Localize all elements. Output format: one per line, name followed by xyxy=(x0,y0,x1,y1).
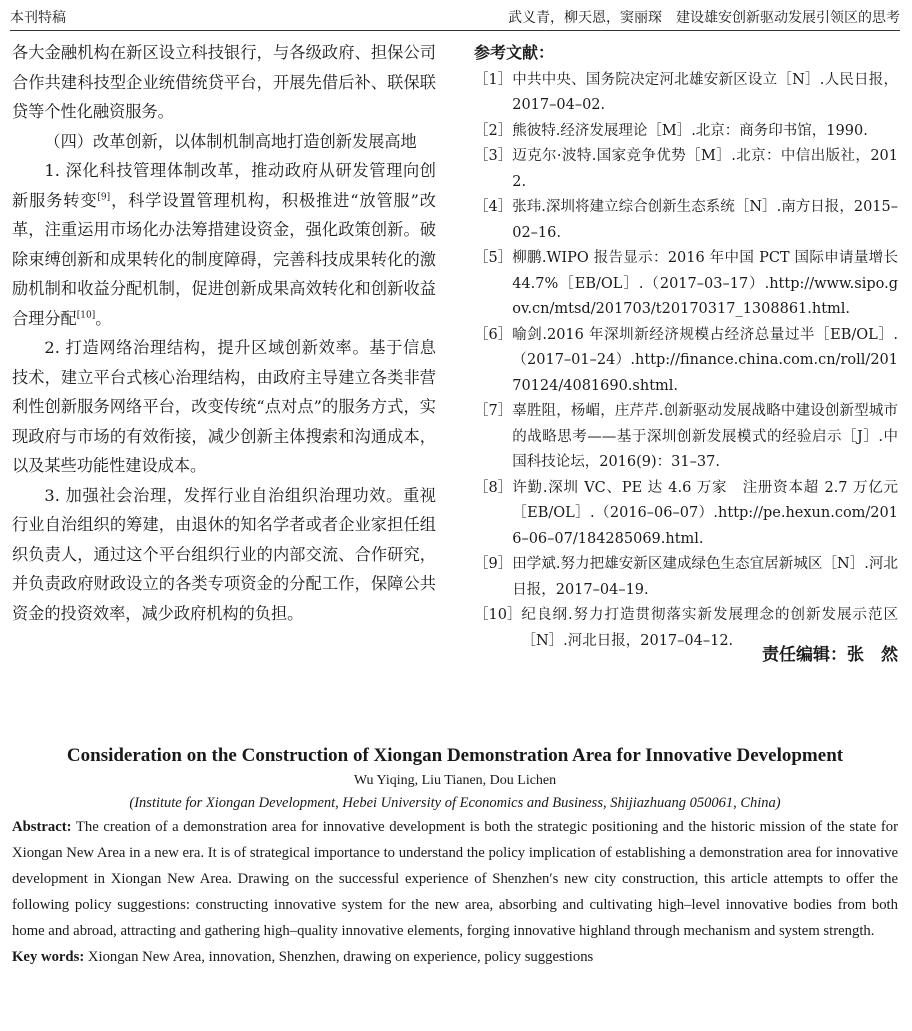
english-authors: Wu Yiqing, Liu Tianen, Dou Lichen xyxy=(353,773,557,788)
reference-item xyxy=(474,476,898,553)
paragraph-item-3: 3. 加强社会治理，发挥行业自治组织治理功效。重视行业自治组织的筹建，由退休的知名学者或者企业家担任组织负责人，通过这个平台组织行业的内部交流、合作研究，并负责政府财政设立的各类专项资金的分配工作，保障公共资金的投资效率，减少政府机构的负担。 xyxy=(12,485,436,623)
reference-item xyxy=(474,144,898,195)
reference-text: 纪良纲.努力打造贯彻落实新发展理念的创新发展示范区［N］.河北日报，2017–04–12. xyxy=(521,607,898,649)
item-1-text: 1. 深化科技管理体制改革，推动政府从研发管理向创新服务转变 xyxy=(12,161,436,210)
reference-text: 田学斌.努力把雄安新区建成绿色生态宜居新城区［N］.河北日报，2017–04–19. xyxy=(512,556,898,598)
running-header xyxy=(10,4,900,31)
reference-number: ［8］ xyxy=(474,479,513,496)
reference-number: ［5］ xyxy=(474,250,513,266)
item-1-text-2: ，科学设置管理机构，积极推进“放管服”改革，注重运用市场化办法筹措建设资金，强化政策创新。破除束缚创新和成果转化的制度障碍，完善科技成果转化的激励机制和收益分配机制，促进创新成果高效转化和创新收益合理分配 xyxy=(12,190,436,328)
item-1-end: 。 xyxy=(95,308,112,328)
responsible-editor: 责任编辑：张 然 xyxy=(762,645,898,665)
abstract-label: Abstract: xyxy=(12,819,72,835)
english-affiliation: (Institute for Xiongan Development, Hebei University of Economics and Business, Shijiazhuang 050061, China) xyxy=(129,795,781,811)
journal-section-label: 本刊特稿 xyxy=(10,10,66,26)
reference-number: ［4］ xyxy=(474,199,513,215)
paragraph-intro: 各大金融机构在新区设立科技银行，与各级政府、担保公司合作共建科技型企业统借统贷平台，开展先借后补、联保联贷等个性化融资服务。 xyxy=(12,43,436,121)
article-running-title: 武义青，柳天恩，窦丽琛 建设雄安创新驱动发展引领区的思考 xyxy=(508,10,900,26)
keywords-text: Xiongan New Area, innovation, Shenzhen, drawing on experience, policy suggestions xyxy=(84,949,594,965)
reference-text: 迈克尔·波特.国家竞争优势［M］.北京：中信出版社，2012. xyxy=(512,148,898,190)
citation-10: [10] xyxy=(76,310,96,321)
reference-text: 柳鹏.WIPO 报告显示：2016 年中国 PCT 国际申请量增长 44.7%［EB/OL］.（2017–03–17）.http://www.sipo.gov.cn/mtsd/201703/t20170317_1308861.html. xyxy=(512,250,898,317)
paragraph-item-1 xyxy=(12,156,436,333)
english-keywords xyxy=(12,944,898,970)
reference-item xyxy=(474,323,898,400)
reference-item xyxy=(474,119,898,145)
reference-text: 喻剑.2016 年深圳新经济规模占经济总量过半［EB/OL］.（2017–01–24）.http://finance.china.com.cn/roll/20170124/4081690.shtml. xyxy=(512,326,898,394)
reference-number: ［1］ xyxy=(474,71,513,88)
reference-text: 辜胜阻，杨嵋，庄芹芹.创新驱动发展战略中建设创新型城市的战略思考——基于深圳创新发展模式的经验启示［J］.中国科技论坛，2016(9)：31–37. xyxy=(512,403,898,470)
abstract-text: The creation of a demonstration area for innovative development is both the strategic positioning and the historic mission of the state for Xiongan New Area in a new era. It is of strategical importance to understand the policy implication of establishing a demonstration area for innovative development in Xiongan New Area. Drawing on the successful experience of Shenzhen′s new city construction, this article attempts to offer the following policy suggestions: constructing innovative system for the new area, absorbing and cultivating high–level innovative bodies from both home and abroad, attracting and gathering high–quality innovative elements, forging innovative highland through mechanism and system strength. xyxy=(12,819,898,939)
reference-number: ［6］ xyxy=(474,326,513,343)
reference-text: 中共中央、国务院决定河北雄安新区设立［N］.人民日报，2017–04–02. xyxy=(512,71,898,113)
reference-item xyxy=(474,246,898,323)
english-abstract xyxy=(12,814,898,944)
reference-item xyxy=(474,552,898,603)
reference-number: ［9］ xyxy=(474,556,513,572)
english-title: Consideration on the Construction of Xiongan Demonstration Area for Innovative Development xyxy=(66,745,844,766)
reference-item xyxy=(474,195,898,246)
references-title: 参考文献： xyxy=(474,43,555,62)
reference-number: ［2］ xyxy=(474,122,513,139)
reference-number: ［10］ xyxy=(474,607,522,623)
references-section xyxy=(474,40,898,654)
reference-text: 熊彼特.经济发展理论［M］.北京：商务印书馆，1990. xyxy=(512,122,868,139)
reference-number: ［3］ xyxy=(474,148,513,164)
keywords-label: Key words: xyxy=(12,949,85,965)
paragraph-item-2: 2. 打造网络治理结构，提升区域创新效率。基于信息技术，建立平台式核心治理结构，由政府主导建立各类非营利性创新服务网络平台，改变传统“点对点”的服务方式，实现政府与市场的有效衔接，减少创新主体搜索和沟通成本，以及某些功能性建设成本。 xyxy=(12,338,436,475)
reference-text: 许勤.深圳 VC、PE 达 4.6 万家 注册资本超 2.7 万亿元［EB/OL］.（2016–06–07）.http://pe.hexun.com/2016–06–07/184285069.html. xyxy=(512,479,898,547)
english-abstract-block xyxy=(12,745,898,970)
reference-number: ［7］ xyxy=(474,403,513,419)
reference-item xyxy=(474,399,898,476)
reference-item xyxy=(474,68,898,119)
section-heading-4: （四）改革创新，以体制机制高地打造创新发展高地 xyxy=(44,131,417,151)
left-column-body xyxy=(12,38,436,628)
reference-text: 张玮.深圳将建立综合创新生态系统［N］.南方日报，2015–02–16. xyxy=(512,199,898,241)
citation-9: [9] xyxy=(97,192,111,203)
